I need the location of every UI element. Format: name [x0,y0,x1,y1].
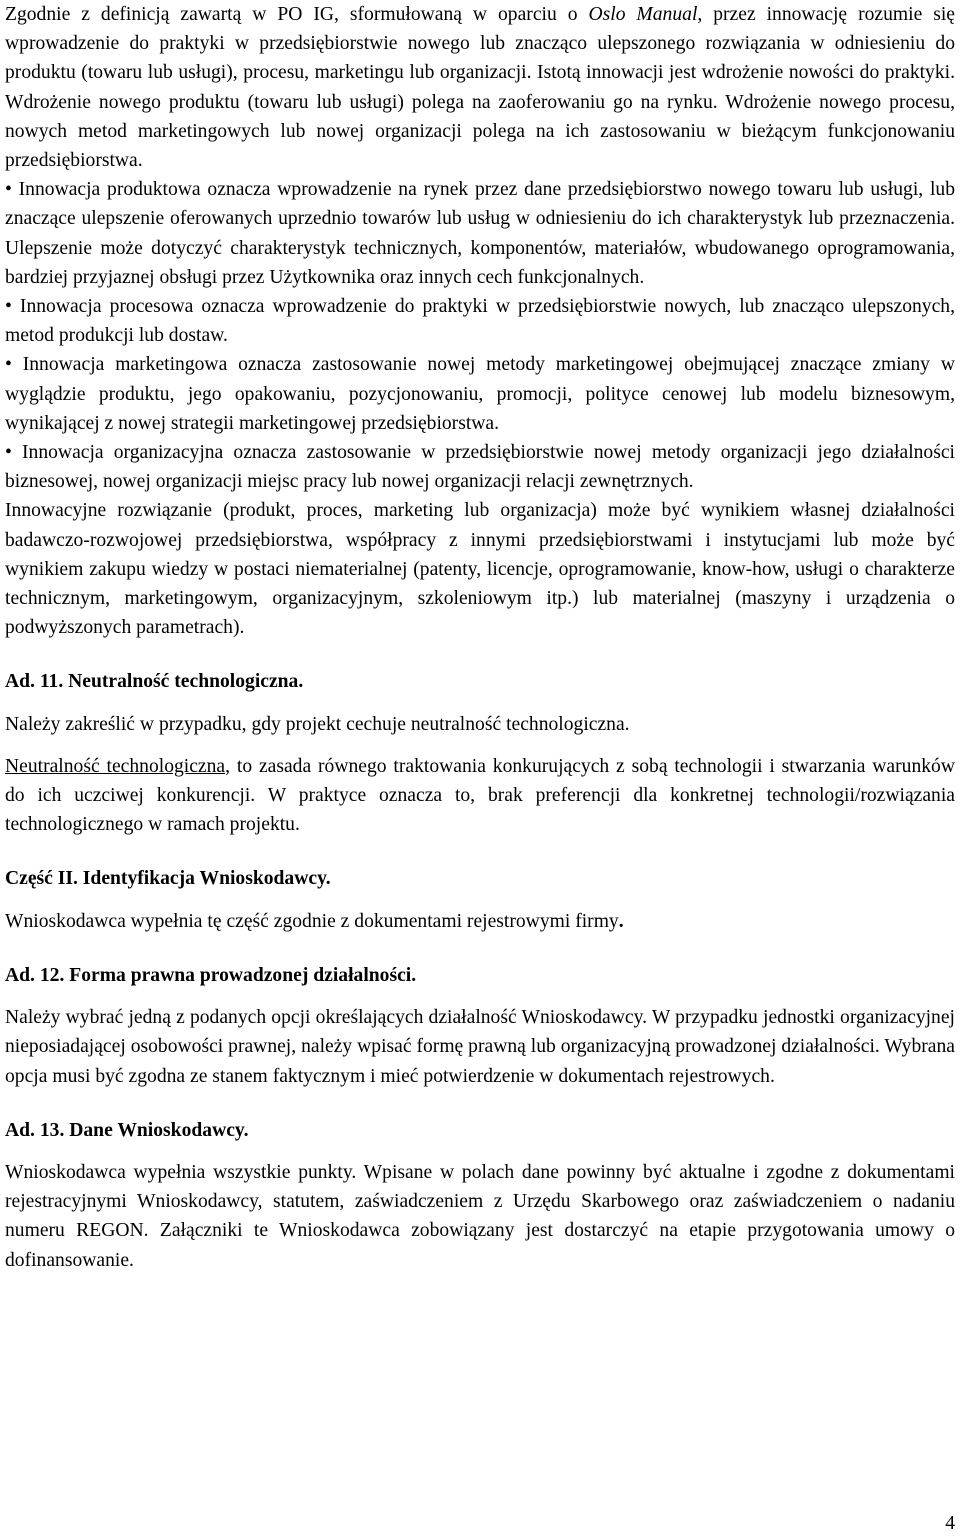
neutrality-term: Neutralność technologiczna [5,755,226,777]
oslo-manual-title: Oslo Manual [588,4,698,25]
intro-text: Zgodnie z definicją zawartą w PO IG, sformułowaną w oparciu o [5,4,589,25]
ad13-instruction: Wnioskodawca wypełnia wszystkie punkty. Wpisane w polach dane powinny być aktualne i zgodne z dokumentami rejestracyjnymi Wnioskodawcy, statutem, zaświadczeniem z Urzędu Skarbowego oraz zaświadczeniem o nadaniu numeru REGON. Załączniki te Wnioskodawca zobowiązany jest dostarczyć na etapie przygotowania umowy o dofinansowanie. [5,1161,955,1271]
bullet-product-innovation: • Innowacja produktowa oznacza wprowadzenie na rynek przez dane przedsiębiorstwo nowego towaru lub usługi, lub znaczące ulepszenie oferowanych uprzednio towarów lub usług w odniesieniu do ich charakterystyk lub przeznaczenia. Ulepszenie może dotyczyć charakterystyk technicznych, komponentów, materiałów, wbudowanego oprogramowania, bardziej przyjaznej obsługi przez Użytkownika oraz innych cech funkcjonalnych. [5,175,955,292]
bullet-organizational-innovation: • Innowacja organizacyjna oznacza zastosowanie w przedsiębiorstwie nowej metody organizacji jego działalności biznesowej, nowej organizacji miejsc pracy lub nowej organizacji relacji zewnętrznych. [5,438,955,496]
neutrality-definition: , to zasada równego traktowania konkurujących z sobą technologii i stwarzania warunków do ich uczciwej konkurencji. W praktyce oznacza to, brak preferencji dla konkretnej technologii/rozwiązania technologicznego w ramach projektu. [5,755,955,836]
page-number: 4 [945,1513,955,1534]
innovative-solution-paragraph: Innowacyjne rozwiązanie (produkt, proces, marketing lub organizacja) może być wynikiem własnej działalności badawczo-rozwojowej przedsiębiorstwa, współpracy z innymi przedsiębiorstwami i instytucjami lub może być wynikiem zakupu wiedzy w postaci niematerialnej (patenty, licencje, oprogramowanie, know-how, usługi o charakterze technicznym, marketingowym, organizacyjnym, szkoleniowym itp.) lub materialnej (maszyny i urządzenia o podwyższonych parametrach). [5,500,955,639]
part2-text: Wnioskodawca wypełnia tę część zgodnie z dokumentami rejestrowymi firmy [5,910,619,932]
part2-period: . [618,910,624,932]
ad11-definition [5,752,955,840]
document-page [5,0,955,1275]
section-heading-part2: Część II. Identyfikacja Wnioskodawcy. [5,868,331,890]
section-heading-ad13: Ad. 13. Dane Wnioskodawcy. [5,1119,249,1141]
ad12-instruction: Należy wybrać jedną z podanych opcji określających działalność Wnioskodawcy. W przypadku jednostki organizacyjnej nieposiadającej osobowości prawnej, należy wpisać formę prawną lub organizacyjną prowadzonej działalności. Wybrana opcja musi być zgodna ze stanem faktycznym i mieć potwierdzenie w dokumentach rejestrowych. [5,1007,955,1087]
ad11-instruction: Należy zakreślić w przypadku, gdy projekt cechuje neutralność technologiczna. [5,713,630,735]
bullet-marketing-innovation: • Innowacja marketingowa oznacza zastosowanie nowej metody marketingowej obejmującej znaczące zmiany w wyglądzie produktu, jego opakowaniu, pozycjonowaniu, promocji, polityce cenowej lub modelu biznesowym, wynikającej z nowej strategii marketingowej przedsiębiorstwa. [5,350,955,438]
intro-paragraph [5,0,955,175]
part2-instruction [5,907,955,936]
section-heading-ad12: Ad. 12. Forma prawna prowadzonej działalności. [5,964,417,986]
section-heading-ad11: Ad. 11. Neutralność technologiczna. [5,671,304,693]
intro-text-rest: , przez innowację rozumie się wprowadzenie do praktyki w przedsiębiorstwie nowego lub znacząco ulepszonego rozwiązania w odniesieniu do produktu (towaru lub usługi), procesu, marketingu lub organizacji. Istotą innowacji jest wdrożenie nowości do praktyki. Wdrożenie nowego produktu (towaru lub usługi) polega na zaoferowaniu go na rynku. Wdrożenie nowego procesu, nowych metod marketingowych lub nowej organizacji polega na ich zastosowaniu w bieżącym funkcjonowaniu przedsiębiorstwa. [5,4,955,172]
bullet-process-innovation: • Innowacja procesowa oznacza wprowadzenie do praktyki w przedsiębiorstwie nowych, lub znacząco ulepszonych, metod produkcji lub dostaw. [5,292,955,350]
